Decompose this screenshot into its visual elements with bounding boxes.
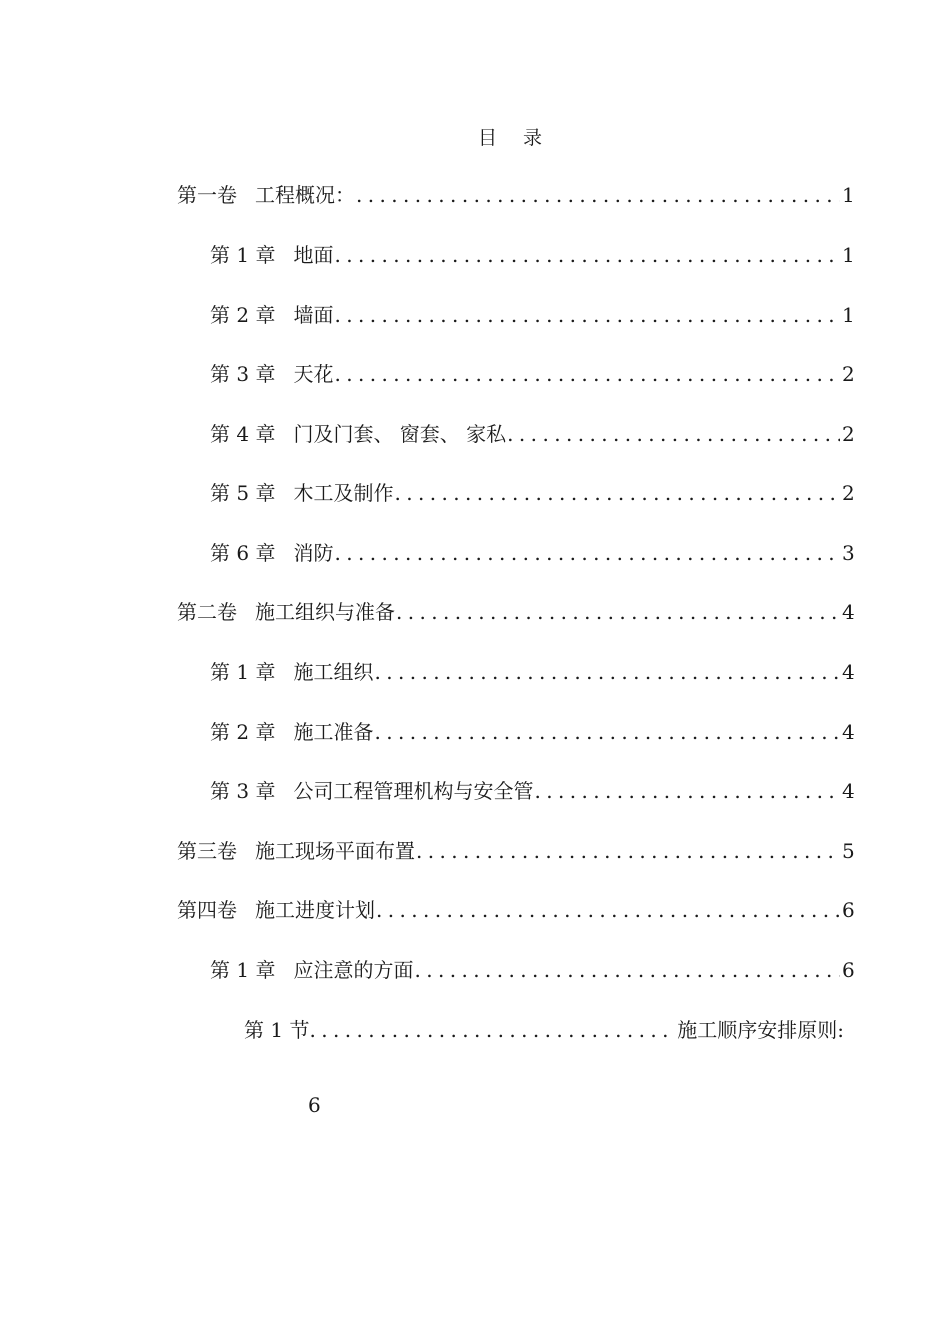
toc-entry-chapter	[0, 717, 854, 747]
dot-leader	[416, 836, 840, 866]
toc-entry-chapter	[0, 776, 854, 806]
toc-entry-page: 3	[842, 541, 855, 565]
toc-entry-page: 6	[308, 1093, 321, 1117]
toc-entry-title: 施工准备	[293, 720, 374, 744]
toc-entry-chapter	[0, 538, 854, 568]
dot-leader	[376, 895, 840, 925]
toc-entry-title: 施工进度计划	[255, 898, 375, 922]
toc-entry-page: 6	[842, 898, 855, 922]
toc-entry-number: 第 1 章	[210, 243, 276, 267]
toc-entry-title: 墙面	[293, 303, 334, 327]
toc-entry-chapter	[0, 300, 854, 330]
page-title: 目 录	[477, 127, 553, 149]
toc-entry-page: 4	[842, 779, 855, 803]
toc-entry-number: 第一卷	[177, 183, 237, 207]
toc-entry-title: 工程概况：	[255, 183, 355, 207]
toc-entry-section	[244, 1015, 844, 1045]
toc-entry-chapter	[0, 240, 854, 270]
toc-entry-page: 4	[842, 660, 855, 684]
toc-entry-page: 4	[842, 720, 855, 744]
toc-entry-page: 2	[842, 362, 855, 386]
dot-leader	[374, 657, 840, 687]
toc-entry-number: 第二卷	[177, 600, 237, 624]
toc-entry-title: 施工组织与准备	[255, 600, 395, 624]
toc-entry-page: 2	[842, 481, 855, 505]
toc-entry-page: 6	[842, 958, 855, 982]
toc-entry-chapter	[0, 657, 854, 687]
toc-entry-title: 施工组织	[293, 660, 374, 684]
toc-entry-number: 第 1 章	[210, 660, 276, 684]
dot-leader	[394, 478, 840, 508]
toc-entry-number: 第 6 章	[210, 541, 276, 565]
dot-leader	[396, 597, 840, 627]
dot-leader	[334, 240, 840, 270]
toc-entry-chapter	[0, 955, 854, 985]
toc-entry-title: 应注意的方面	[293, 958, 414, 982]
toc-entry-title: 门及门套、 窗套、 家私	[293, 422, 507, 446]
toc-entry-number: 第 1 节	[244, 1018, 310, 1042]
dot-leader	[414, 955, 840, 985]
toc-entry-volume-3	[0, 836, 854, 866]
toc-entry-chapter	[0, 478, 854, 508]
toc-entry-number: 第 4 章	[210, 422, 276, 446]
toc-entry-number: 第四卷	[177, 898, 237, 922]
toc-entry-number: 第 2 章	[210, 303, 276, 327]
toc-entry-number: 第 1 章	[210, 958, 276, 982]
toc-entry-number: 第三卷	[177, 839, 237, 863]
toc-entry-page: 1	[842, 303, 855, 327]
toc-entry-number: 第 3 章	[210, 362, 276, 386]
dot-leader	[534, 776, 840, 806]
toc-entry-page: 2	[842, 422, 855, 446]
toc-entry-volume-1	[0, 180, 854, 210]
dot-leader	[334, 538, 840, 568]
toc-entry-page: 4	[842, 600, 855, 624]
toc-entry-title: 消防	[293, 541, 334, 565]
toc-entry-page: 5	[842, 839, 855, 863]
toc-entry-chapter	[0, 419, 854, 449]
toc-entry-volume-2	[0, 597, 854, 627]
toc-entry-title: 地面	[293, 243, 334, 267]
toc-entry-number: 第 2 章	[210, 720, 276, 744]
toc-entry-number: 第 5 章	[210, 481, 276, 505]
toc-entry-page: 1	[842, 243, 855, 267]
toc-entry-title: 天花	[293, 362, 334, 386]
dot-leader	[374, 717, 840, 747]
toc-entry-chapter	[0, 359, 854, 389]
toc-entry-page: 1	[842, 183, 855, 207]
toc-entry-number: 第 3 章	[210, 779, 276, 803]
dot-leader	[334, 359, 840, 389]
toc-entry-title: 施工现场平面布置	[255, 839, 415, 863]
toc-entry-title: 公司工程管理机构与安全管	[293, 779, 534, 803]
dot-leader	[356, 180, 840, 210]
toc-entry-volume-4	[0, 895, 854, 925]
dot-leader	[334, 300, 840, 330]
toc-entry-title: 木工及制作	[293, 481, 394, 505]
toc-entry-title: 施工顺序安排原则:	[677, 1018, 844, 1042]
dot-leader	[507, 419, 840, 449]
dot-leader	[309, 1015, 671, 1045]
